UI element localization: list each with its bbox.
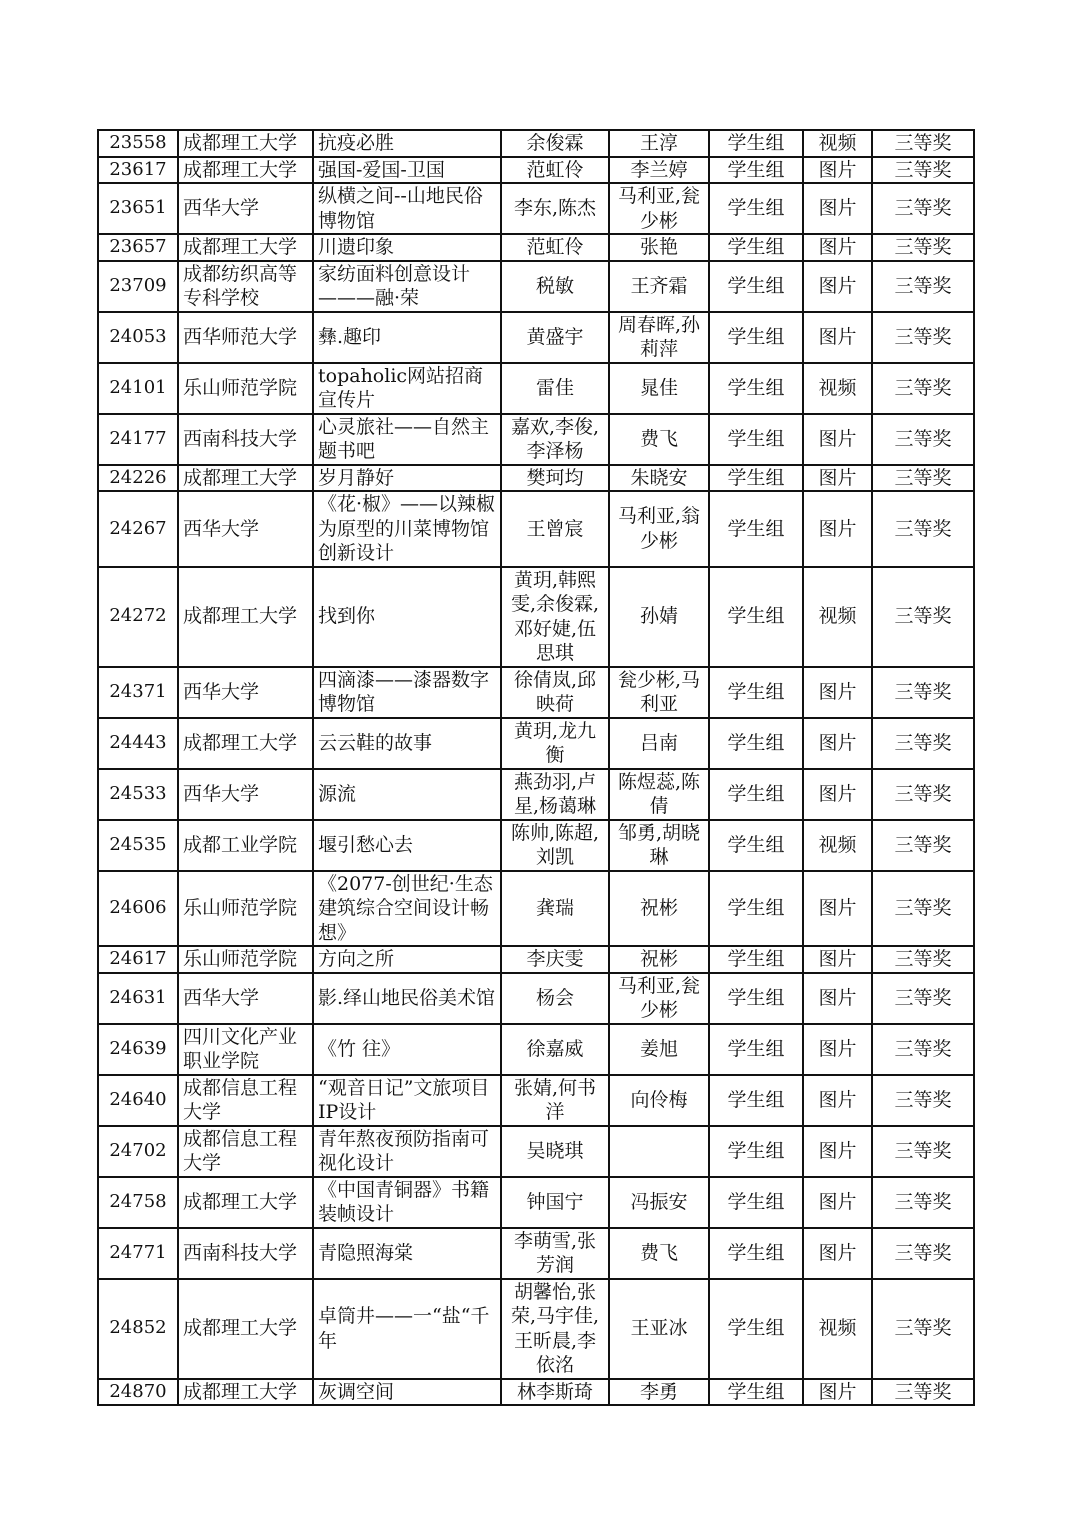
cell-authors: 王曾宸: [501, 491, 609, 567]
cell-entry-id: 24177: [98, 414, 178, 465]
cell-school: 成都理工大学: [178, 157, 313, 184]
award-table: [97, 129, 975, 1406]
cell-work-title: 心灵旅社——自然主题书吧: [313, 414, 501, 465]
cell-authors: 林李斯琦: [501, 1379, 609, 1406]
table-row: [98, 973, 974, 1024]
cell-school: 乐山师范学院: [178, 946, 313, 973]
cell-school: 成都理工大学: [178, 234, 313, 261]
cell-group: 学生组: [709, 667, 803, 718]
cell-entry-id: 24631: [98, 973, 178, 1024]
cell-advisor: 吕南: [609, 718, 709, 769]
table-row: [98, 491, 974, 567]
cell-group: 学生组: [709, 946, 803, 973]
cell-work-type: 图片: [803, 1177, 872, 1228]
cell-entry-id: 23709: [98, 261, 178, 312]
cell-group: 学生组: [709, 465, 803, 492]
cell-group: 学生组: [709, 157, 803, 184]
cell-authors: 雷佳: [501, 363, 609, 414]
cell-group: 学生组: [709, 130, 803, 157]
cell-school: 成都信息工程大学: [178, 1075, 313, 1126]
cell-work-title: 源流: [313, 769, 501, 820]
cell-award: 三等奖: [872, 820, 974, 871]
table-row: [98, 130, 974, 157]
cell-entry-id: 24371: [98, 667, 178, 718]
cell-advisor: 姜旭: [609, 1024, 709, 1075]
cell-work-type: 图片: [803, 1126, 872, 1177]
cell-entry-id: 24267: [98, 491, 178, 567]
cell-authors: 黄玥,韩熙雯,余俊霖,邓好婕,伍思琪: [501, 567, 609, 667]
cell-group: 学生组: [709, 1279, 803, 1379]
cell-entry-id: 24640: [98, 1075, 178, 1126]
cell-advisor: 费飞: [609, 414, 709, 465]
cell-advisor: 费飞: [609, 1228, 709, 1279]
cell-work-title: 找到你: [313, 567, 501, 667]
cell-entry-id: 24639: [98, 1024, 178, 1075]
cell-authors: 李庆雯: [501, 946, 609, 973]
cell-award: 三等奖: [872, 769, 974, 820]
cell-award: 三等奖: [872, 1379, 974, 1406]
cell-advisor: 王齐霜: [609, 261, 709, 312]
cell-work-title: 《2077-创世纪·生态建筑综合空间设计畅想》: [313, 871, 501, 947]
cell-group: 学生组: [709, 1379, 803, 1406]
cell-school: 成都理工大学: [178, 1279, 313, 1379]
cell-school: 成都理工大学: [178, 1379, 313, 1406]
table-row: [98, 769, 974, 820]
cell-group: 学生组: [709, 718, 803, 769]
cell-award: 三等奖: [872, 465, 974, 492]
cell-group: 学生组: [709, 1024, 803, 1075]
cell-award: 三等奖: [872, 491, 974, 567]
cell-authors: 黄玥,龙九衡: [501, 718, 609, 769]
cell-school: 成都理工大学: [178, 567, 313, 667]
cell-entry-id: 24533: [98, 769, 178, 820]
cell-award: 三等奖: [872, 1075, 974, 1126]
cell-work-type: 视频: [803, 1279, 872, 1379]
cell-award: 三等奖: [872, 871, 974, 947]
cell-school: 成都信息工程大学: [178, 1126, 313, 1177]
cell-work-type: 图片: [803, 1379, 872, 1406]
cell-group: 学生组: [709, 312, 803, 363]
cell-group: 学生组: [709, 973, 803, 1024]
cell-entry-id: 24226: [98, 465, 178, 492]
cell-authors: 嘉欢,李俊,李泽杨: [501, 414, 609, 465]
cell-authors: 税敏: [501, 261, 609, 312]
cell-work-title: 方向之所: [313, 946, 501, 973]
cell-group: 学生组: [709, 1126, 803, 1177]
cell-authors: 龚瑞: [501, 871, 609, 947]
cell-advisor: 朱晓安: [609, 465, 709, 492]
table-body: [98, 130, 974, 1405]
cell-authors: 钟国宁: [501, 1177, 609, 1228]
cell-work-type: 图片: [803, 667, 872, 718]
cell-authors: 徐嘉威: [501, 1024, 609, 1075]
cell-award: 三等奖: [872, 130, 974, 157]
cell-award: 三等奖: [872, 414, 974, 465]
cell-work-type: 图片: [803, 491, 872, 567]
cell-authors: 范虹伶: [501, 157, 609, 184]
cell-work-title: 四滴漆——漆器数字博物馆: [313, 667, 501, 718]
cell-advisor: 瓮少彬,马利亚: [609, 667, 709, 718]
cell-group: 学生组: [709, 567, 803, 667]
table-row: [98, 1279, 974, 1379]
cell-work-title: 岁月静好: [313, 465, 501, 492]
cell-school: 西南科技大学: [178, 414, 313, 465]
cell-entry-id: 24702: [98, 1126, 178, 1177]
table-row: [98, 157, 974, 184]
cell-school: 西南科技大学: [178, 1228, 313, 1279]
cell-advisor: 王亚冰: [609, 1279, 709, 1379]
cell-work-type: 图片: [803, 414, 872, 465]
award-table-sheet: [97, 129, 973, 1406]
cell-award: 三等奖: [872, 973, 974, 1024]
cell-work-type: 图片: [803, 871, 872, 947]
table-row: [98, 261, 974, 312]
cell-group: 学生组: [709, 1228, 803, 1279]
cell-advisor: 孙婧: [609, 567, 709, 667]
table-row: [98, 718, 974, 769]
cell-work-title: 强国-爱国-卫国: [313, 157, 501, 184]
cell-work-title: 影.绎山地民俗美术馆: [313, 973, 501, 1024]
cell-group: 学生组: [709, 414, 803, 465]
table-row: [98, 465, 974, 492]
cell-entry-id: 24852: [98, 1279, 178, 1379]
cell-group: 学生组: [709, 234, 803, 261]
cell-entry-id: 24101: [98, 363, 178, 414]
cell-advisor: 李兰婷: [609, 157, 709, 184]
cell-advisor: 王淳: [609, 130, 709, 157]
cell-entry-id: 24535: [98, 820, 178, 871]
cell-award: 三等奖: [872, 718, 974, 769]
cell-entry-id: 24870: [98, 1379, 178, 1406]
cell-work-type: 图片: [803, 718, 872, 769]
cell-authors: 胡馨怡,张荣,马宇佳,王昕晨,李依洺: [501, 1279, 609, 1379]
cell-award: 三等奖: [872, 363, 974, 414]
cell-group: 学生组: [709, 261, 803, 312]
cell-authors: 徐倩岚,邱映荷: [501, 667, 609, 718]
cell-entry-id: 24771: [98, 1228, 178, 1279]
cell-work-type: 图片: [803, 183, 872, 234]
cell-entry-id: 24606: [98, 871, 178, 947]
table-row: [98, 1126, 974, 1177]
cell-advisor: 祝彬: [609, 946, 709, 973]
cell-group: 学生组: [709, 183, 803, 234]
cell-advisor: 马利亚,翁少彬: [609, 491, 709, 567]
cell-school: 成都理工大学: [178, 718, 313, 769]
table-row: [98, 1228, 974, 1279]
cell-work-title: 彝.趣印: [313, 312, 501, 363]
cell-work-type: 视频: [803, 363, 872, 414]
cell-work-type: 图片: [803, 973, 872, 1024]
cell-advisor: 张艳: [609, 234, 709, 261]
cell-school: 四川文化产业职业学院: [178, 1024, 313, 1075]
cell-school: 成都理工大学: [178, 1177, 313, 1228]
cell-work-title: 青年熬夜预防指南可视化设计: [313, 1126, 501, 1177]
cell-advisor: 周春晖,孙莉萍: [609, 312, 709, 363]
cell-authors: 黄盛宇: [501, 312, 609, 363]
cell-group: 学生组: [709, 491, 803, 567]
cell-advisor: 冯振安: [609, 1177, 709, 1228]
cell-school: 成都纺织高等专科学校: [178, 261, 313, 312]
cell-authors: 李萌雪,张芳润: [501, 1228, 609, 1279]
cell-school: 西华大学: [178, 769, 313, 820]
cell-entry-id: 23617: [98, 157, 178, 184]
cell-work-type: 图片: [803, 946, 872, 973]
cell-work-title: 青隐照海棠: [313, 1228, 501, 1279]
cell-work-type: 图片: [803, 261, 872, 312]
cell-award: 三等奖: [872, 1024, 974, 1075]
cell-work-title: 云云鞋的故事: [313, 718, 501, 769]
cell-authors: 余俊霖: [501, 130, 609, 157]
cell-advisor: 邹勇,胡晓琳: [609, 820, 709, 871]
cell-work-title: 《花·椒》——以辣椒为原型的川菜博物馆创新设计: [313, 491, 501, 567]
cell-group: 学生组: [709, 363, 803, 414]
cell-work-type: 图片: [803, 157, 872, 184]
cell-award: 三等奖: [872, 261, 974, 312]
cell-work-title: 堰引愁心去: [313, 820, 501, 871]
cell-work-type: 视频: [803, 567, 872, 667]
cell-work-title: 《中国青铜器》书籍装帧设计: [313, 1177, 501, 1228]
cell-authors: 陈帅,陈超,刘凯: [501, 820, 609, 871]
cell-award: 三等奖: [872, 157, 974, 184]
cell-entry-id: 24053: [98, 312, 178, 363]
cell-award: 三等奖: [872, 183, 974, 234]
cell-work-type: 图片: [803, 1075, 872, 1126]
cell-group: 学生组: [709, 820, 803, 871]
cell-school: 乐山师范学院: [178, 363, 313, 414]
cell-award: 三等奖: [872, 234, 974, 261]
cell-school: 西华师范大学: [178, 312, 313, 363]
cell-group: 学生组: [709, 1177, 803, 1228]
cell-award: 三等奖: [872, 1228, 974, 1279]
cell-advisor: 马利亚,瓮少彬: [609, 973, 709, 1024]
cell-authors: 杨会: [501, 973, 609, 1024]
cell-work-type: 图片: [803, 1228, 872, 1279]
table-row: [98, 234, 974, 261]
cell-advisor: 向伶梅: [609, 1075, 709, 1126]
cell-school: 成都理工大学: [178, 465, 313, 492]
cell-work-title: 灰调空间: [313, 1379, 501, 1406]
table-row: [98, 1177, 974, 1228]
cell-work-title: 《竹 往》: [313, 1024, 501, 1075]
cell-work-title: 家纺面料创意设计———融·荣: [313, 261, 501, 312]
cell-work-title: 抗疫必胜: [313, 130, 501, 157]
cell-advisor: 陈煜蕊,陈倩: [609, 769, 709, 820]
cell-authors: 燕劲羽,卢星,杨蔼琳: [501, 769, 609, 820]
table-row: [98, 667, 974, 718]
cell-entry-id: 24272: [98, 567, 178, 667]
cell-advisor: 马利亚,瓮少彬: [609, 183, 709, 234]
cell-award: 三等奖: [872, 1126, 974, 1177]
cell-entry-id: 24617: [98, 946, 178, 973]
cell-work-title: 纵横之间--山地民俗博物馆: [313, 183, 501, 234]
cell-school: 西华大学: [178, 491, 313, 567]
cell-work-type: 图片: [803, 312, 872, 363]
cell-work-title: topaholic网站招商宣传片: [313, 363, 501, 414]
cell-award: 三等奖: [872, 1177, 974, 1228]
cell-work-type: 图片: [803, 234, 872, 261]
table-row: [98, 363, 974, 414]
cell-award: 三等奖: [872, 667, 974, 718]
cell-award: 三等奖: [872, 567, 974, 667]
cell-advisor: 祝彬: [609, 871, 709, 947]
cell-school: 西华大学: [178, 667, 313, 718]
cell-entry-id: 23558: [98, 130, 178, 157]
cell-school: 成都理工大学: [178, 130, 313, 157]
cell-authors: 吴晓琪: [501, 1126, 609, 1177]
table-row: [98, 1379, 974, 1406]
table-row: [98, 946, 974, 973]
cell-group: 学生组: [709, 1075, 803, 1126]
table-row: [98, 183, 974, 234]
cell-authors: 范虹伶: [501, 234, 609, 261]
cell-authors: 张婧,何书洋: [501, 1075, 609, 1126]
cell-work-type: 图片: [803, 1024, 872, 1075]
cell-work-type: 图片: [803, 465, 872, 492]
table-row: [98, 871, 974, 947]
cell-work-type: 图片: [803, 769, 872, 820]
cell-advisor: [609, 1126, 709, 1177]
cell-school: 西华大学: [178, 183, 313, 234]
cell-entry-id: 24758: [98, 1177, 178, 1228]
cell-authors: 樊珂均: [501, 465, 609, 492]
table-row: [98, 820, 974, 871]
cell-work-type: 视频: [803, 130, 872, 157]
table-row: [98, 1075, 974, 1126]
cell-work-type: 视频: [803, 820, 872, 871]
table-row: [98, 567, 974, 667]
cell-school: 西华大学: [178, 973, 313, 1024]
cell-award: 三等奖: [872, 1279, 974, 1379]
cell-authors: 李东,陈杰: [501, 183, 609, 234]
cell-school: 乐山师范学院: [178, 871, 313, 947]
cell-group: 学生组: [709, 769, 803, 820]
cell-work-title: 卓筒井——一“盐“千年: [313, 1279, 501, 1379]
table-row: [98, 312, 974, 363]
cell-group: 学生组: [709, 871, 803, 947]
cell-work-title: “观音日记”文旅项目IP设计: [313, 1075, 501, 1126]
cell-entry-id: 23657: [98, 234, 178, 261]
cell-advisor: 李勇: [609, 1379, 709, 1406]
cell-school: 成都工业学院: [178, 820, 313, 871]
cell-entry-id: 24443: [98, 718, 178, 769]
cell-entry-id: 23651: [98, 183, 178, 234]
table-row: [98, 414, 974, 465]
cell-award: 三等奖: [872, 946, 974, 973]
cell-advisor: 晁佳: [609, 363, 709, 414]
table-row: [98, 1024, 974, 1075]
cell-award: 三等奖: [872, 312, 974, 363]
cell-work-title: 川遗印象: [313, 234, 501, 261]
